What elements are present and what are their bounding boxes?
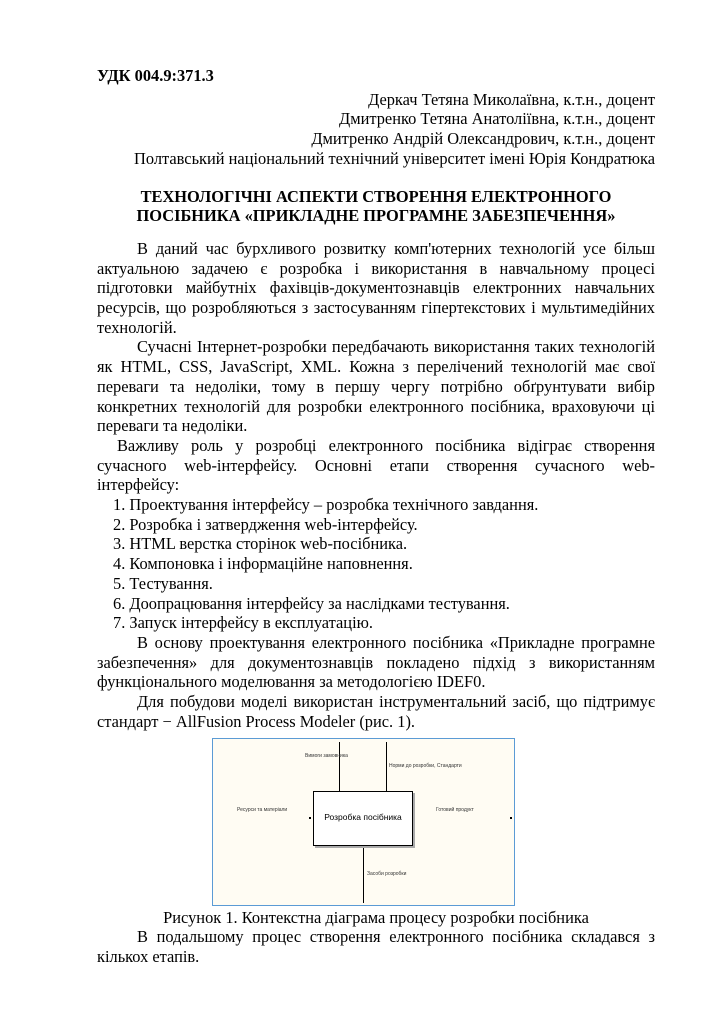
- title-line-2: ПОСІБНИКА «ПРИКЛАДНЕ ПРОГРАМНЕ ЗАБЕЗПЕЧЕННЯ»: [136, 206, 616, 226]
- activity-label: Розробка посібника: [324, 811, 402, 822]
- paragraph-2: Сучасні Інтернет-розробки передбачають використання таких технологій як HTML, CSS, JavaScript, XML. Кожна з перелічений технологій має свої переваги та недоліки, тому в першу чергу потрібно обґрунтувати вибір конкретних технологій для розробки електронного посібника, враховуючи ці переваги та недоліки.: [97, 337, 655, 436]
- output-arrow-tip: [510, 817, 512, 819]
- input-label: Ресурси та матеріали: [237, 806, 288, 813]
- list-item: 4. Компоновка і інформаційне наповнення.: [113, 554, 413, 574]
- author-1: Деркач Тетяна Миколаївна, к.т.н., доцент: [368, 89, 655, 109]
- activity-box: [313, 791, 413, 846]
- paragraph-5: Для побудови моделі використан інструментальний засіб, що підтримує стандарт − AllFusion Process Modeler (рис. 1).: [97, 692, 655, 731]
- paragraph-6: В подальшому процес створення електронного посібника складався з кількох етапів.: [97, 927, 655, 966]
- author-2: Дмитренко Тетяна Анатоліївна, к.т.н., доцент: [339, 109, 655, 129]
- list-item: 5. Тестування.: [113, 573, 213, 593]
- control-arrow-2: [386, 742, 387, 791]
- output-label: Готовий продукт: [436, 806, 474, 813]
- paragraph-1: В даний час бурхливого розвитку комп'ютерних технологій усе більш актуальною задачею є розробка і використання в навчальному процесі підготовки майбутніх фахівців-документознавців електронних навчальних ресурсів, що розробляються з застосуванням гіпертекстових і мультимедійних технологій.: [97, 238, 655, 337]
- mechanism-label: Засоби розробки: [367, 870, 407, 877]
- authors: [97, 90, 655, 169]
- affiliation: Полтавський національний технічний університет імені Юрія Кондратюка: [134, 148, 655, 168]
- article-title: [97, 187, 655, 226]
- control-arrow-1: [339, 742, 340, 791]
- paragraph-4: В основу проектування електронного посібника «Прикладне програмне забезпечення» для документознавців покладено підхід з використанням функціонального моделювання за методологією IDEF0.: [97, 632, 655, 692]
- control-label-1: Вимоги замовника: [305, 752, 348, 759]
- list-item: 7. Запуск інтерфейсу в експлуатацію.: [113, 613, 373, 633]
- idef0-context-diagram: [212, 738, 515, 906]
- title-line-1: ТЕХНОЛОГІЧНІ АСПЕКТИ СТВОРЕННЯ ЕЛЕКТРОННОГО: [140, 186, 612, 206]
- udc-code: УДК 004.9:371.3: [97, 66, 214, 85]
- list-item: 3. HTML верстка сторінок web-посібника.: [113, 534, 408, 554]
- paragraph-3: Важливу роль у розробці електронного посібника відіграє створення сучасного web-інтерфейсу. Основні етапи створення сучасного web-інтерфейсу:: [97, 435, 655, 495]
- document-page: [97, 0, 655, 967]
- figure-caption: Рисунок 1. Контекстна діаграма процесу розробки посібника: [163, 907, 589, 927]
- control-label-2: Норми до розробки, Стандарти: [389, 762, 462, 769]
- author-3: Дмитренко Андрій Олександрович, к.т.н., доцент: [311, 129, 655, 149]
- stages-list: [97, 495, 655, 633]
- list-item: 1. Проектування інтерфейсу – розробка технічного завдання.: [113, 495, 539, 515]
- list-item: 6. Доопрацювання інтерфейсу за наслідками тестування.: [113, 593, 510, 613]
- input-arrow-tip: [309, 817, 311, 819]
- mechanism-arrow: [363, 845, 364, 903]
- list-item: 2. Розробка і затвердження web-інтерфейсу.: [113, 514, 418, 534]
